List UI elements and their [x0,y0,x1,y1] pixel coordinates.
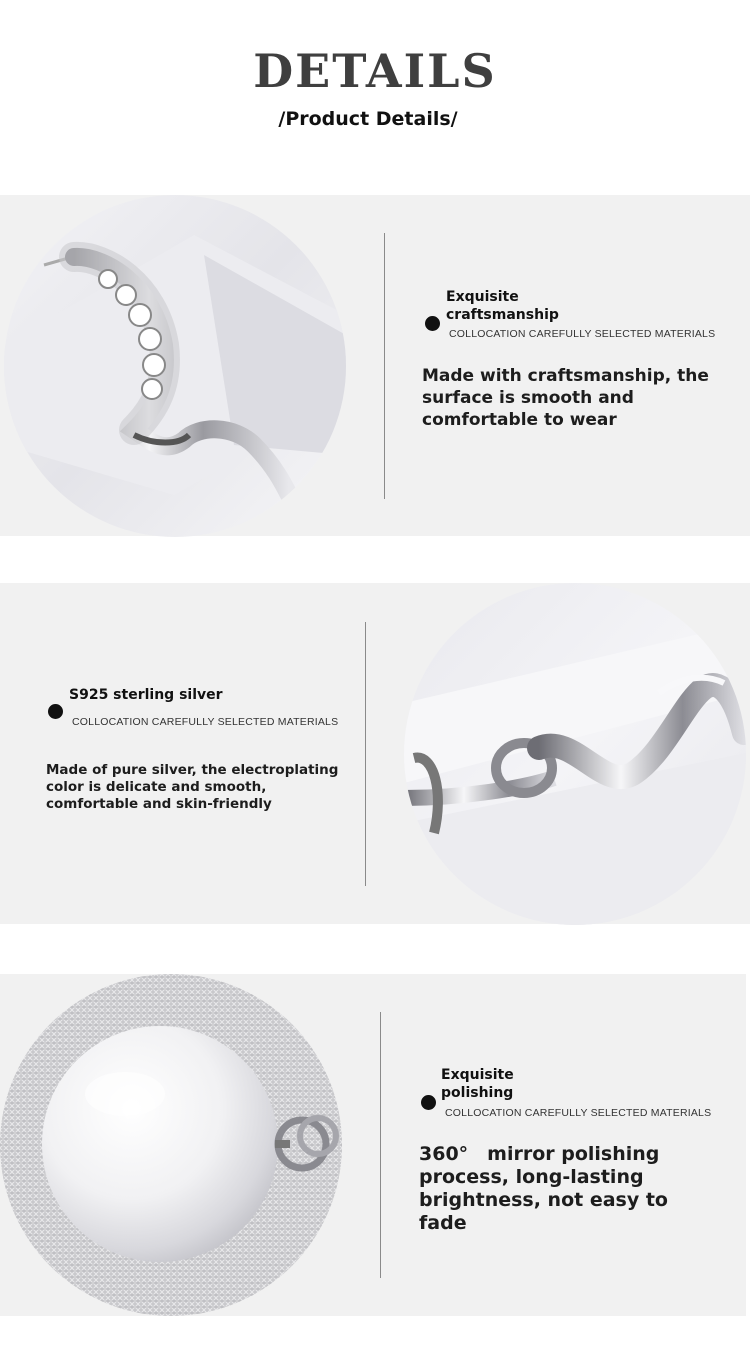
section-description: Made of pure silver, the electroplating color is delicate and smooth, comfortable and skin-friendly [46,762,339,812]
heading-line: Exquisite [446,289,519,305]
heading-line: craftsmanship [446,307,559,323]
details-header [0,0,750,195]
pearl-pendant-photo-icon [0,974,342,1316]
bullet-dot-icon [421,1095,436,1110]
heading-line: Exquisite [441,1067,514,1083]
collocation-caption: COLLOCATION CAREFULLY SELECTED MATERIALS [449,328,716,340]
section-heading [69,686,223,704]
section-divider [380,1012,381,1278]
collocation-caption: COLLOCATION CAREFULLY SELECTED MATERIALS [445,1107,712,1119]
bullet-dot-icon [425,316,440,331]
heading-line: S925 sterling silver [69,687,223,703]
bullet-dot-icon [48,704,63,719]
page-title: DETAILS [253,44,497,98]
section-heading [446,288,559,324]
section-heading [441,1066,514,1102]
section-description: 360° mirror polishing process, long-lasting brightness, not easy to fade [419,1143,668,1234]
page-subtitle: /Product Details/ [278,108,458,130]
ring-silver-twist-photo-icon [404,583,746,925]
heading-line: polishing [441,1085,514,1101]
section-divider [384,233,385,499]
collocation-caption: COLLOCATION CAREFULLY SELECTED MATERIALS [72,716,339,728]
section-description: Made with craftsmanship, the surface is smooth and comfortable to wear [422,366,709,430]
ring-crystal-band-photo-icon [4,195,346,537]
section-divider [365,622,366,886]
